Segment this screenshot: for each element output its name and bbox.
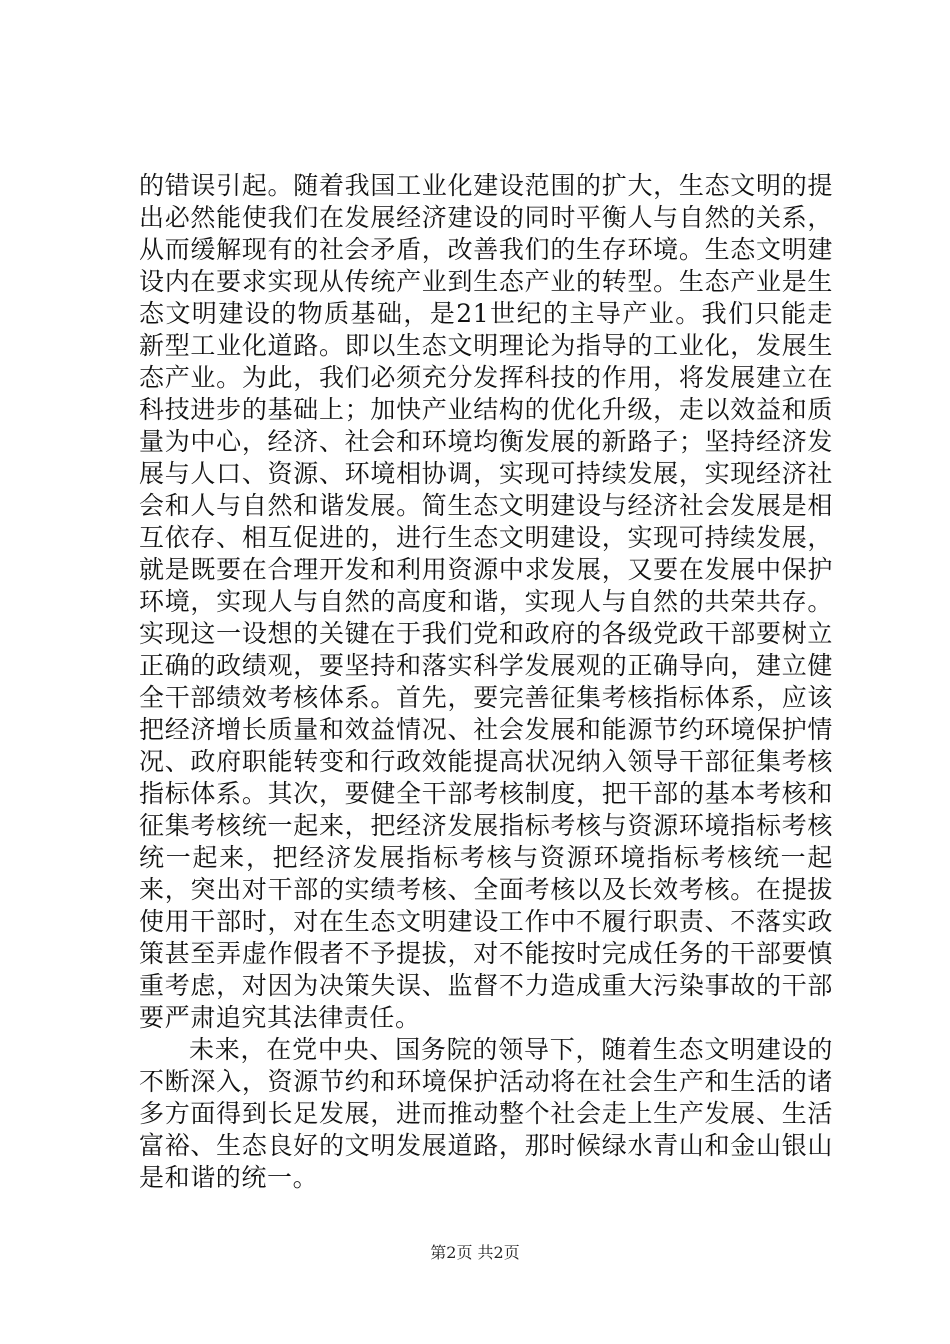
document-body	[139, 170, 833, 1194]
page-number: 第2页	[430, 1243, 473, 1262]
paragraph-continued: 的错误引起。随着我国工业化建设范围的扩大，生态文明的提出必然能使我们在发展经济建设的同时平衡人与自然的关系，从而缓解现有的社会矛盾，改善我们的生存环境。生态文明建设内在要求实现从传统产业到生态产业的转型。生态产业是生态文明建设的物质基础，是21世纪的主导产业。我们只能走新型工业化道路。即以生态文明理论为指导的工业化，发展生态产业。为此，我们必须充分发挥科技的作用，将发展建立在科技进步的基础上；加快产业结构的优化升级，走以效益和质量为中心，经济、社会和环境均衡发展的新路子；坚持经济发展与人口、资源、环境相协调，实现可持续发展，实现经济社会和人与自然和谐发展。简生态文明建设与经济社会发展是相互依存、相互促进的，进行生态文明建设，实现可持续发展，就是既要在合理开发和利用资源中求发展，又要在发展中保护环境，实现人与自然的高度和谐，实现人与自然的共荣共存。实现这一设想的关键在于我们党和政府的各级党政干部要树立正确的政绩观，要坚持和落实科学发展观的正确导向，建立健全干部绩效考核体系。首先，要完善征集考核指标体系，应该把经济增长质量和效益情况、社会发展和能源节约环境保护情况、政府职能转变和行政效能提高状况纳入领导干部征集考核指标体系。其次，要健全干部考核制度，把干部的基本考核和征集考核统一起来，把经济发展指标考核与资源环境指标考核统一起来，把经济发展指标考核与资源环境指标考核统一起来，突出对干部的实绩考核、全面考核以及长效考核。在提拔使用干部时，对在生态文明建设工作中不履行职责、不落实政策甚至弄虚作假者不予提拔，对不能按时完成任务的干部要慎重考虑，对因为决策失误、监督不力造成重大污染事故的干部要严肃追究其法律责任。	[139, 171, 833, 1032]
page-total: 共2页	[477, 1243, 520, 1262]
page-footer	[0, 1243, 950, 1263]
paragraph-conclusion: 未来，在党中央、国务院的领导下，随着生态文明建设的不断深入，资源节约和环境保护活动将在社会生产和生活的诸多方面得到长足发展，进而推动整个社会走上生产发展、生活富裕、生态良好的文明发展道路，那时候绿水青山和金山银山是和谐的统一。	[139, 1035, 833, 1192]
